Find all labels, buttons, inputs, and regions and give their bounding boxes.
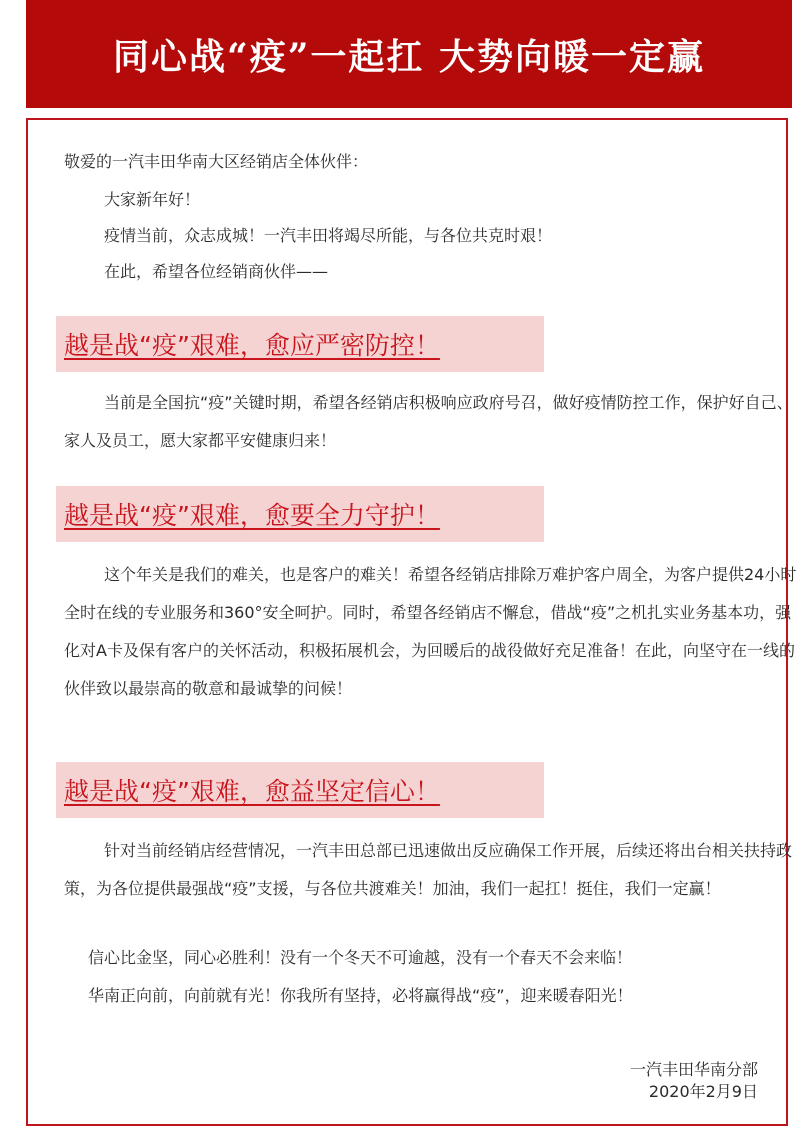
section-heading-3 [56, 762, 544, 818]
intro-line-2: 在此，希望各位经销商伙伴—— [104, 262, 329, 281]
section-heading-2 [56, 486, 544, 542]
signature: 一汽丰田华南分部 [629, 1060, 758, 1079]
section-heading-text: 越是战“疫”艰难，愈益坚定信心！ [64, 777, 440, 806]
letter-frame [26, 118, 797, 1126]
title-banner [26, 0, 792, 108]
section-body-3: 针对当前经销店经营情况，一汽丰田总部已迅速做出反应确保工作开展，后续还将出台相关扶持政策，为各位提供最强战“疫”支援，与各位共渡难关！加油，我们一起扛！挺住，我们一定赢！ [64, 841, 793, 898]
section-body-2: 这个年关是我们的难关，也是客户的难关！希望各经销店排除万难护客户周全，为客户提供24小时全时在线的专业服务和360°安全呵护。同时，希望各经销店不懈怠，借战“疫”之机扎实业务基本功，强化对A卡及保有客户的关怀活动，积极拓展机会，为回暖后的战役做好充足准备！在此，向坚守在一线的伙伴致以最崇高的敬意和最诚挚的问候！ [64, 565, 797, 698]
closing-line-1: 信心比金坚，同心必胜利！没有一个冬天不可逾越，没有一个春天不会来临！ [88, 948, 633, 967]
signature-date: 2020年2月9日 [648, 1082, 758, 1101]
intro-line-1: 疫情当前，众志成城！一汽丰田将竭尽所能，与各位共克时艰！ [104, 226, 553, 245]
section-body-1: 当前是全国抗“疫”关键时期，希望各经销店积极响应政府号召，做好疫情防控工作，保护好自己、家人及员工，愿大家都平安健康归来！ [64, 393, 793, 450]
banner-title: 同心战“疫”一起扛 大势向暖一定赢 [113, 35, 705, 78]
section-heading-text: 越是战“疫”艰难，愈要全力守护！ [64, 501, 440, 530]
section-heading-text: 越是战“疫”艰难，愈应严密防控！ [64, 331, 440, 360]
greeting: 大家新年好！ [104, 190, 201, 209]
section-heading-1 [56, 316, 544, 372]
closing-line-2: 华南正向前，向前就有光！你我所有坚持，必将赢得战“疫”，迎来暖春阳光！ [88, 986, 633, 1005]
salutation: 敬爱的一汽丰田华南大区经销店全体伙伴： [64, 152, 369, 171]
